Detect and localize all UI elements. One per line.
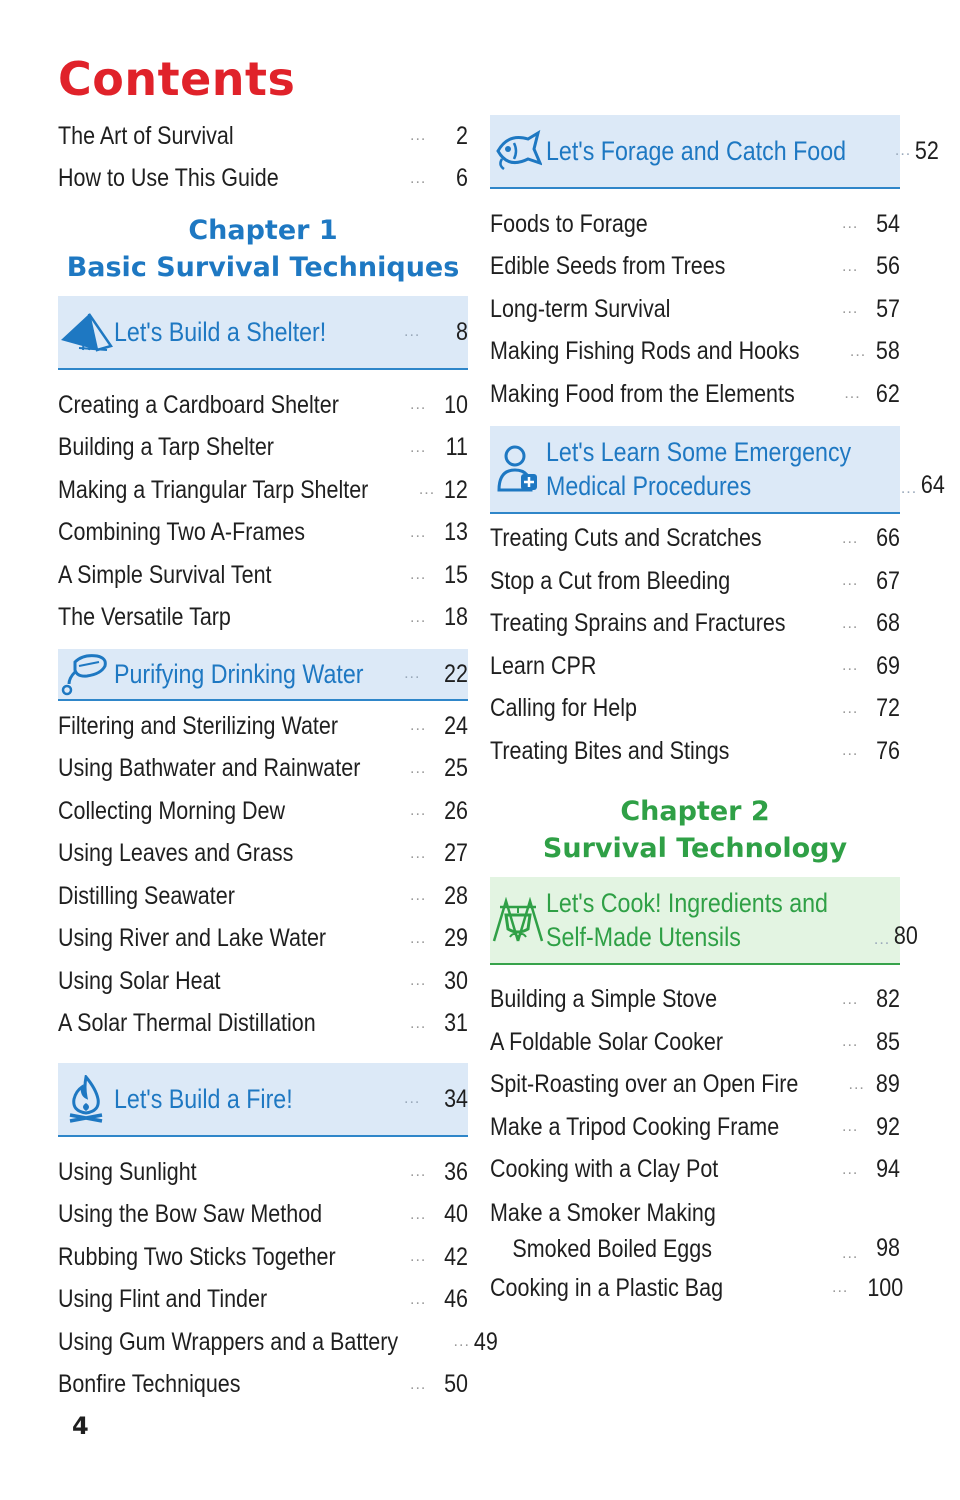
entry-title: A Simple Survival Tent [58,560,272,589]
leader-dots: ... [410,759,427,777]
entry-title: A Foldable Solar Cooker [490,1027,724,1056]
section-title [546,435,851,503]
section-title: Purifying Drinking Water [114,659,364,689]
entry-page: 6 [456,164,468,193]
entry-title: Using Bathwater and Rainwater [58,754,361,783]
entry-page: 13 [444,518,468,547]
entry-page: 12 [444,475,468,504]
page-title: Contents [58,52,296,106]
entry-page: 82 [876,985,900,1014]
entry-title: Using River and Lake Water [58,924,327,953]
leader-dots: ... [832,1279,849,1297]
entry-page: 100 [867,1273,904,1302]
medical-entries [490,518,900,773]
entry-title: The Art of Survival [58,121,234,150]
entry-title: Learn CPR [490,651,597,680]
entry-title-line: Make a Smoker Making [490,1199,716,1227]
section-fire[interactable] [58,1063,468,1137]
section-water[interactable] [58,649,468,701]
water-entries [58,705,468,1045]
entry-title: Using the Bow Saw Method [58,1200,323,1229]
toc-entry[interactable] [490,1106,900,1149]
leader-dots: ... [404,665,421,682]
entry-title-line: Smoked Boiled Eggs [512,1235,712,1263]
entry-page: 56 [876,252,900,281]
chapter-2-heading [490,793,900,867]
entry-page: 57 [876,294,900,323]
section-title-line: Let's Cook! Ingredients and [546,887,828,918]
toc-entry[interactable] [58,1194,468,1237]
section-medical[interactable] [490,426,945,514]
entry-title: Using Solar Heat [58,966,221,995]
entry-page: 72 [876,694,900,723]
entry-page: 67 [876,566,900,595]
entry-page: 98 [876,1234,900,1262]
chapter-title: Basic Survival Techniques [66,252,460,283]
entry-title: Distilling Seawater [58,881,235,910]
cooking-pot-icon [490,895,546,945]
entry-page: 15 [444,560,468,589]
entry-page: 46 [444,1285,468,1314]
toc-entry[interactable] [58,748,468,791]
section-page: 34 [444,1084,468,1113]
entry-page: 42 [444,1242,468,1271]
section-page: 80 [894,921,919,950]
toc-entry[interactable] [58,705,468,748]
entry-page: 25 [444,754,468,783]
toc-entry[interactable] [490,979,900,1022]
entry-page: 85 [876,1027,900,1056]
entry-title: Bonfire Techniques [58,1370,241,1399]
toc-entry[interactable] [490,688,900,731]
entry-title: Filtering and Sterilizing Water [58,711,339,740]
toc-entry[interactable] [58,1321,498,1364]
leader-dots: ... [900,479,918,497]
leader-dots: ... [410,1205,427,1223]
section-page: 22 [444,659,468,688]
shelter-entries [58,384,468,639]
leader-dots: ... [842,742,859,760]
entry-page: 50 [444,1370,468,1399]
toc-entry[interactable] [58,833,468,876]
toc-entry[interactable] [58,960,468,1003]
entry-page: 26 [444,796,468,825]
leader-dots: ... [410,169,427,187]
entry-page: 30 [444,966,468,995]
fire-entries [58,1151,498,1406]
leader-dots: ... [842,657,859,675]
leader-dots: ... [453,1333,470,1351]
leader-dots: ... [844,385,861,403]
entry-page: 49 [473,1327,498,1356]
toc-entry[interactable] [58,1279,468,1322]
entry-title: Make a Tripod Cooking Frame [490,1112,780,1141]
entry-title: Calling for Help [490,694,637,723]
leader-dots: ... [410,1375,427,1393]
toc-entry[interactable] [490,331,900,374]
leader-dots: ... [410,972,427,990]
section-title-line: Let's Learn Some Emergency [546,436,852,467]
section-shelter[interactable] [58,296,468,370]
toc-entry[interactable] [490,603,900,646]
leader-dots: ... [410,802,427,820]
entry-page: 92 [876,1112,900,1141]
section-forage[interactable] [490,115,940,189]
section-title: Let's Build a Fire! [114,1084,293,1114]
toc-left-column [58,115,498,1406]
toc-entry[interactable] [490,246,900,289]
leader-dots: ... [849,342,867,360]
first-aid-person-icon [490,444,546,494]
leader-dots: ... [410,438,427,456]
page-number: 4 [72,1412,89,1440]
leader-dots: ... [842,257,859,275]
chapter-title: Survival Technology [542,832,848,864]
entry-title: Building a Tarp Shelter [58,433,274,462]
toc-entry[interactable] [58,554,468,597]
leader-dots: ... [410,608,427,626]
leader-dots: ... [410,523,427,541]
section-cook[interactable] [490,877,919,965]
leader-dots: ... [418,481,436,499]
toc-entry[interactable] [490,1267,904,1310]
leader-dots: ... [842,1245,859,1262]
entry-page: 68 [876,609,900,638]
section-page: 52 [915,136,940,165]
leader-dots: ... [410,1248,427,1266]
entry-title: Making a Triangular Tarp Shelter [58,475,369,504]
fish-icon [490,126,546,176]
entry-title: Using Leaves and Grass [58,839,294,868]
entry-page: 11 [445,433,468,462]
toc-entry[interactable] [58,384,468,427]
toc-entry[interactable] [58,512,468,555]
entry-title: Making Fishing Rods and Hooks [490,337,800,366]
chapter-number: Chapter 1 [188,215,338,246]
entry-page: 69 [876,651,900,680]
toc-entry[interactable] [58,1151,468,1194]
section-title-line: Medical Procedures [546,470,752,501]
entry-title: Using Sunlight [58,1157,197,1186]
entry-page: 27 [444,839,468,868]
section-page: 8 [456,317,468,346]
entry-page: 24 [444,711,468,740]
leader-dots: ... [842,1033,859,1051]
toc-entry[interactable] [58,597,468,640]
forage-entries [490,203,900,416]
leader-dots: ... [410,1014,427,1032]
toc-entry[interactable] [490,288,900,331]
entry-title: Cooking with a Clay Pot [490,1155,719,1184]
entry-title [490,1195,793,1267]
entry-title: Foods to Forage [490,209,648,238]
leader-dots: ... [842,215,859,233]
toc-entry[interactable] [58,115,468,158]
entry-title: Collecting Morning Dew [58,796,286,825]
water-bag-icon [58,649,114,699]
entry-page: 76 [876,736,900,765]
entry-page: 89 [876,1070,900,1099]
section-title-line: Self-Made Utensils [546,921,741,952]
toc-entry[interactable] [58,469,468,512]
entry-page: 54 [876,209,900,238]
entry-title: How to Use This Guide [58,164,279,193]
leader-dots: ... [410,844,427,862]
tent-icon [58,307,114,357]
chapter-1-heading [58,212,468,286]
entry-page: 31 [444,1009,468,1038]
entry-page: 62 [876,379,900,408]
entry-title: Cooking in a Plastic Bag [490,1273,724,1302]
toc-entry[interactable] [490,1149,900,1192]
leader-dots: ... [894,142,912,159]
leader-dots: ... [410,1163,427,1181]
section-page: 64 [921,470,945,499]
leader-dots: ... [842,614,859,632]
leader-dots: ... [410,717,427,735]
entry-page: 66 [876,524,900,553]
entry-page: 58 [876,337,900,366]
toc-entry[interactable] [58,790,468,833]
entry-title: Treating Bites and Stings [490,736,730,765]
entry-title: Using Gum Wrappers and a Battery [58,1327,399,1356]
toc-entry[interactable] [58,1003,468,1046]
entry-page: 18 [444,603,468,632]
entry-page: 29 [444,924,468,953]
toc-entry[interactable] [58,427,468,470]
campfire-icon [58,1074,114,1124]
entry-title: Stop a Cut from Bleeding [490,566,731,595]
leader-dots: ... [410,1290,427,1308]
leader-dots: ... [842,1160,859,1178]
leader-dots: ... [410,396,427,414]
chapter-number: Chapter 2 [620,795,770,827]
toc-entry[interactable] [58,875,468,918]
leader-dots: ... [842,990,859,1008]
entry-page: 28 [444,881,468,910]
entry-title: Treating Sprains and Fractures [490,609,786,638]
leader-dots: ... [842,300,859,318]
leader-dots: ... [410,127,427,145]
leader-dots: ... [404,1090,421,1107]
section-title [546,886,828,954]
leader-dots: ... [410,566,427,584]
entry-title: Using Flint and Tinder [58,1285,268,1314]
entry-page: 36 [444,1157,468,1186]
entry-page: 2 [456,121,468,150]
toc-entry[interactable] [58,1236,468,1279]
leader-dots: ... [842,699,859,717]
entry-page: 40 [444,1200,468,1229]
leader-dots: ... [842,529,859,547]
leader-dots: ... [848,1075,865,1093]
toc-entry[interactable] [490,560,900,603]
toc-entry[interactable] [58,158,468,201]
entry-page: 10 [444,390,468,419]
leader-dots: ... [873,930,891,948]
entry-title: Building a Simple Stove [490,985,718,1014]
entry-title: A Solar Thermal Distillation [58,1009,316,1038]
toc-entry[interactable] [490,203,900,246]
entry-title: Spit-Roasting over an Open Fire [490,1070,799,1099]
leader-dots: ... [404,323,421,340]
toc-entry[interactable] [58,918,468,961]
entry-title: Creating a Cardboard Shelter [58,390,339,419]
section-title: Let's Forage and Catch Food [546,136,847,166]
entry-page: 94 [876,1155,900,1184]
entry-title: Treating Cuts and Scratches [490,524,762,553]
leader-dots: ... [410,887,427,905]
toc-entry[interactable] [490,1021,900,1064]
entry-title: Edible Seeds from Trees [490,252,726,281]
toc-entry[interactable] [490,1191,900,1267]
section-title: Let's Build a Shelter! [114,317,327,347]
leader-dots: ... [842,1118,859,1136]
toc-entry[interactable] [490,730,900,773]
leader-dots: ... [410,929,427,947]
toc-entry[interactable] [58,1364,468,1407]
toc-entry[interactable] [490,645,900,688]
entry-title: The Versatile Tarp [58,603,231,632]
toc-right-column [490,115,945,1310]
cook-entries [490,979,900,1192]
entry-title: Combining Two A-Frames [58,518,305,547]
entry-title: Rubbing Two Sticks Together [58,1242,336,1271]
toc-entry[interactable] [490,373,900,416]
entry-title: Making Food from the Elements [490,379,795,408]
toc-entry[interactable] [490,518,900,561]
toc-entry[interactable] [490,1064,900,1107]
leader-dots: ... [842,572,859,590]
entry-title: Long-term Survival [490,294,671,323]
